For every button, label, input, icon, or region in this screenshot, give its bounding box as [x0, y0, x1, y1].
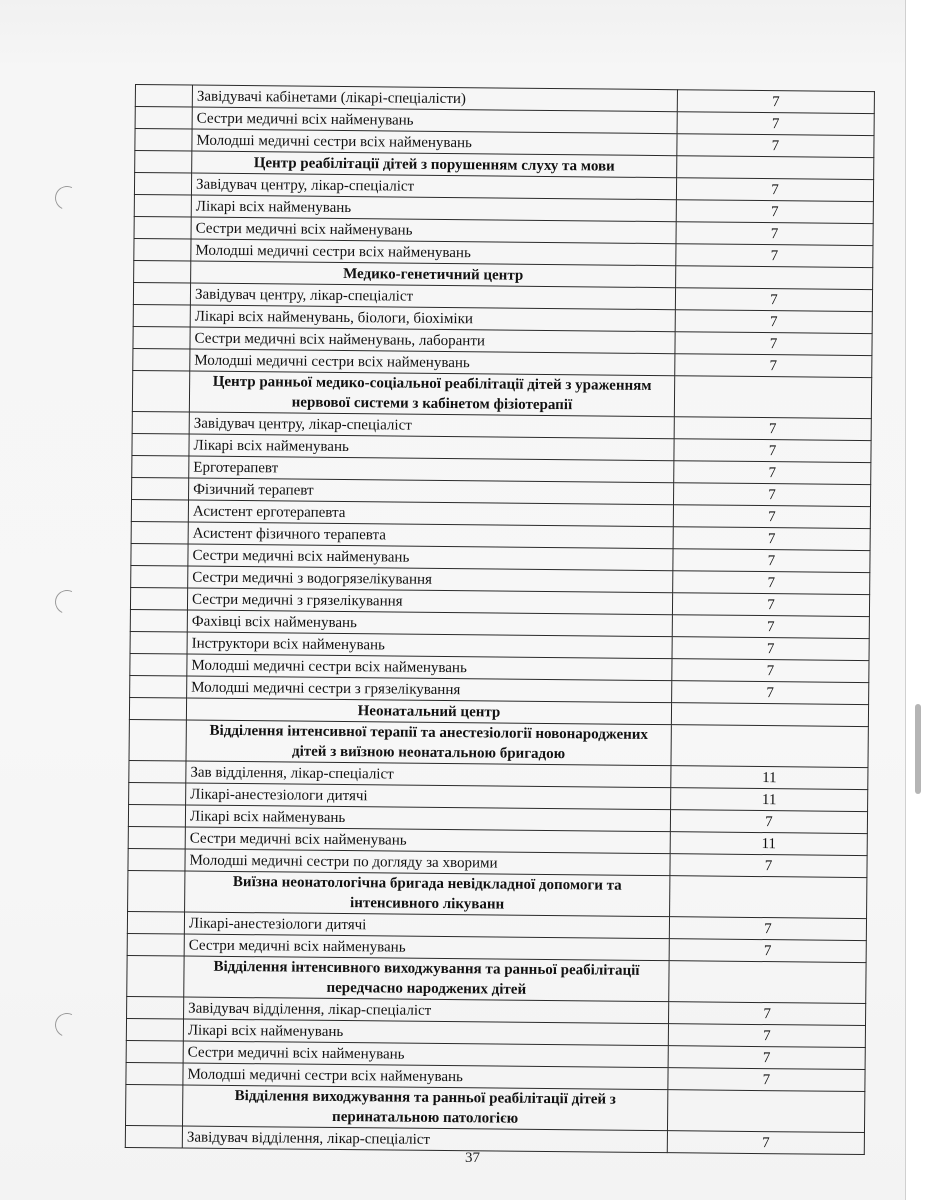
value-cell — [671, 725, 868, 768]
row-number-cell — [128, 804, 185, 827]
section-header: Центр ранньої медико-соціальної реабілітації дітей з ураженням нервової системи з кабінетом фізіотерапії — [189, 371, 674, 417]
row-number-cell — [129, 719, 186, 761]
position-name: Зав відділення, лікар-спеціаліст — [186, 761, 671, 788]
row-number-cell — [130, 675, 187, 698]
row-number-cell — [131, 543, 188, 566]
row-number-cell — [132, 370, 189, 412]
row-number-cell — [130, 587, 187, 610]
row-number-cell — [131, 565, 188, 588]
row-number-cell — [134, 173, 191, 196]
row-number-cell — [126, 1084, 183, 1126]
section-header-row — [132, 370, 871, 418]
position-name: Сестри медичні всіх найменувань, лаборанти — [190, 327, 675, 354]
value-cell: 7 — [672, 681, 869, 705]
section-header: Виїзна неонатологічна бригада невідкладної допомоги та інтенсивного лікуванн — [185, 871, 670, 917]
position-name: Молодші медичні сестри всіх найменувань — [187, 654, 672, 681]
row-number-cell — [133, 326, 190, 349]
position-name: Лікарі всіх найменувань — [183, 1019, 668, 1046]
value-cell: 7 — [677, 90, 874, 114]
value-cell: 7 — [672, 659, 869, 683]
value-cell: 7 — [673, 571, 870, 595]
row-number-cell — [129, 760, 186, 783]
value-cell: 7 — [668, 1046, 865, 1070]
row-number-cell — [130, 653, 187, 676]
section-header: Відділення виходжування та ранньої реабілітації дітей з перинатальною патологією — [182, 1085, 667, 1131]
position-name: Фахівці всіх найменувань — [187, 610, 672, 637]
value-cell: 11 — [670, 832, 867, 856]
row-number-cell — [130, 631, 187, 654]
value-cell: 7 — [669, 939, 866, 963]
row-number-cell — [129, 697, 186, 720]
scrollbar-thumb[interactable] — [915, 704, 921, 794]
row-number-cell — [126, 1040, 183, 1063]
row-number-cell — [131, 521, 188, 544]
value-cell — [677, 156, 874, 180]
staff-table-body — [125, 85, 874, 1155]
value-cell — [667, 1090, 864, 1133]
position-name: Завідувач відділення, лікар-спеціаліст — [184, 997, 669, 1024]
row-number-cell — [134, 194, 191, 217]
position-name: Завідувачі кабінетами (лікарі-спеціалісти) — [192, 85, 677, 112]
position-name: Фізичний терапевт — [189, 478, 674, 505]
row-number-cell — [131, 499, 188, 522]
position-name: Асистент ерготерапевта — [188, 500, 673, 527]
value-cell: 7 — [669, 917, 866, 941]
position-name: Сестри медичні всіх найменувань — [183, 1041, 668, 1068]
row-number-cell — [134, 216, 191, 239]
row-number-cell — [134, 238, 191, 261]
row-number-cell — [135, 151, 192, 174]
value-cell: 7 — [668, 1024, 865, 1048]
value-cell: 7 — [675, 310, 872, 334]
value-cell: 7 — [669, 1002, 866, 1026]
position-name: Сестри медичні всіх найменувань — [185, 827, 670, 854]
section-header: Неонатальний центр — [186, 698, 671, 725]
position-name: Завідувач центру, лікар-спеціаліст — [189, 412, 674, 439]
value-cell — [674, 376, 871, 419]
position-name: Лікарі всіх найменувань — [185, 805, 670, 832]
value-cell: 7 — [674, 417, 871, 441]
page-edge — [905, 0, 906, 1200]
value-cell: 7 — [673, 483, 870, 507]
page-number: 37 — [465, 1150, 480, 1166]
section-header: Відділення інтенсивного виходжування та ранньої реабілітації передчасно народжених дітей — [184, 956, 669, 1002]
position-name: Лікарі всіх найменувань, біологи, біохіміки — [190, 305, 675, 332]
position-name: Молодші медичні сестри по догляду за хворими — [185, 849, 670, 876]
value-cell: 7 — [673, 549, 870, 573]
value-cell: 7 — [676, 222, 873, 246]
row-number-cell — [132, 433, 189, 456]
position-name: Молодші медичні сестри всіх найменувань — [192, 129, 677, 156]
row-number-cell — [127, 955, 184, 997]
row-number-cell — [127, 996, 184, 1019]
section-header: Центр реабілітації дітей з порушенням слуху та мови — [192, 151, 677, 178]
position-name: Сестри медичні всіх найменувань — [188, 544, 673, 571]
position-name: Завідувач центру, лікар-спеціаліст — [190, 283, 675, 310]
section-header-row — [129, 719, 868, 767]
staff-table — [125, 84, 875, 1155]
position-name: Лікарі всіх найменувань — [189, 434, 674, 461]
position-name: Молодші медичні сестри з грязелікування — [187, 676, 672, 703]
position-name: Молодші медичні сестри всіх найменувань — [183, 1063, 668, 1090]
row-number-cell — [128, 826, 185, 849]
position-name: Завідувач центру, лікар-спеціаліст — [191, 173, 676, 200]
value-cell: 7 — [677, 134, 874, 158]
value-cell — [670, 876, 867, 919]
position-name: Лікарі всіх найменувань — [191, 195, 676, 222]
row-number-cell — [128, 870, 185, 912]
value-cell — [671, 703, 868, 727]
row-number-cell — [133, 348, 190, 371]
row-number-cell — [132, 411, 189, 434]
position-name: Сестри медичні з водогрязелікування — [188, 566, 673, 593]
row-number-cell — [132, 455, 189, 478]
value-cell: 7 — [676, 244, 873, 268]
row-number-cell — [126, 1018, 183, 1041]
position-name: Сестри медичні всіх найменувань — [192, 107, 677, 134]
value-cell: 7 — [675, 288, 872, 312]
value-cell: 11 — [671, 766, 868, 790]
row-number-cell — [135, 129, 192, 152]
section-header: Медико-генетичний центр — [191, 261, 676, 288]
row-number-cell — [129, 782, 186, 805]
value-cell: 7 — [676, 178, 873, 202]
section-header-row — [128, 870, 867, 918]
position-name: Завідувач відділення, лікар-спеціаліст — [182, 1126, 667, 1153]
section-header-row — [127, 955, 866, 1003]
position-name: Лікарі-анестезіологи дитячі — [186, 783, 671, 810]
value-cell: 7 — [667, 1131, 864, 1155]
value-cell: 7 — [670, 854, 867, 878]
row-number-cell — [127, 911, 184, 934]
value-cell: 7 — [672, 593, 869, 617]
value-cell: 7 — [668, 1068, 865, 1092]
value-cell: 7 — [672, 637, 869, 661]
row-number-cell — [127, 933, 184, 956]
row-number-cell — [135, 85, 192, 108]
value-cell: 7 — [674, 461, 871, 485]
row-number-cell — [128, 848, 185, 871]
row-number-cell — [133, 282, 190, 305]
value-cell: 7 — [675, 354, 872, 378]
value-cell: 7 — [675, 332, 872, 356]
position-name: Ерготерапевт — [189, 456, 674, 483]
position-name: Сестри медичні всіх найменувань — [191, 217, 676, 244]
row-number-cell — [125, 1125, 182, 1148]
position-name: Лікарі-анестезіологи дитячі — [184, 912, 669, 939]
value-cell — [669, 961, 866, 1004]
row-number-cell — [130, 609, 187, 632]
value-cell: 7 — [670, 810, 867, 834]
value-cell: 7 — [676, 200, 873, 224]
row-number-cell — [134, 260, 191, 283]
value-cell: 7 — [672, 615, 869, 639]
position-name: Молодші медичні сестри всіх найменувань — [191, 239, 676, 266]
value-cell: 7 — [673, 527, 870, 551]
position-name: Сестри медичні з грязелікування — [187, 588, 672, 615]
row-number-cell — [135, 107, 192, 130]
value-cell: 11 — [671, 788, 868, 812]
value-cell — [676, 266, 873, 290]
row-number-cell — [132, 477, 189, 500]
section-header: Відділення інтенсивної терапії та анестезіології новонароджених дітей з виїзною неонатальною бригадою — [186, 720, 671, 766]
value-cell: 7 — [674, 439, 871, 463]
value-cell: 7 — [673, 505, 870, 529]
position-name: Асистент фізичного терапевта — [188, 522, 673, 549]
position-name: Інструктори всіх найменувань — [187, 632, 672, 659]
row-number-cell — [133, 304, 190, 327]
position-name: Сестри медичні всіх найменувань — [184, 934, 669, 961]
value-cell: 7 — [677, 112, 874, 136]
section-header-row — [126, 1084, 865, 1132]
row-number-cell — [126, 1062, 183, 1085]
position-name: Молодші медичні сестри всіх найменувань — [190, 349, 675, 376]
